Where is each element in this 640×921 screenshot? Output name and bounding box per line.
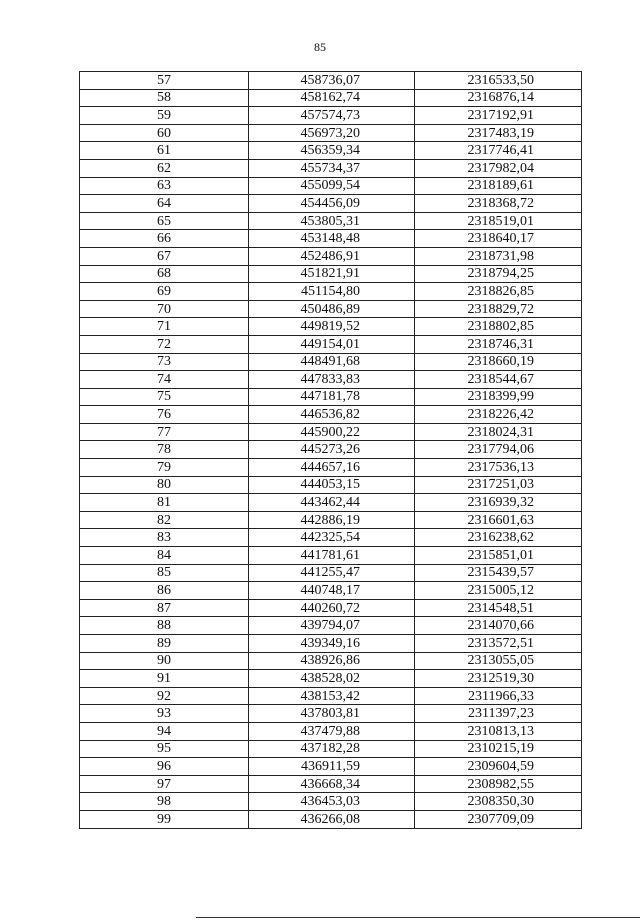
x-coordinate-cell: 438153,42 [249, 687, 415, 705]
point-number-cell: 67 [80, 247, 249, 265]
point-number-cell: 57 [80, 72, 249, 90]
point-number-cell: 87 [80, 599, 249, 617]
table-row [80, 353, 582, 371]
x-coordinate-cell: 447833,83 [249, 371, 415, 389]
x-coordinate-cell: 437803,81 [249, 705, 415, 723]
x-coordinate-cell: 436266,08 [249, 810, 415, 828]
point-number-cell: 90 [80, 652, 249, 670]
y-coordinate-cell: 2313055,05 [415, 652, 582, 670]
table-row [80, 793, 582, 811]
point-number-cell: 91 [80, 670, 249, 688]
point-number-cell: 88 [80, 617, 249, 635]
point-number-cell: 69 [80, 283, 249, 301]
y-coordinate-cell: 2318189,61 [415, 177, 582, 195]
x-coordinate-cell: 444053,15 [249, 476, 415, 494]
y-coordinate-cell: 2317483,19 [415, 124, 582, 142]
point-number-cell: 89 [80, 635, 249, 653]
page-number: 85 [314, 40, 326, 54]
table-row [80, 159, 582, 177]
table-body [80, 72, 582, 829]
y-coordinate-cell: 2311397,23 [415, 705, 582, 723]
x-coordinate-cell: 445900,22 [249, 423, 415, 441]
x-coordinate-cell: 455099,54 [249, 177, 415, 195]
table-row [80, 775, 582, 793]
point-number-cell: 62 [80, 159, 249, 177]
table-row [80, 652, 582, 670]
table-row [80, 124, 582, 142]
table-row [80, 459, 582, 477]
table-row [80, 582, 582, 600]
y-coordinate-cell: 2318660,19 [415, 353, 582, 371]
table-row [80, 494, 582, 512]
x-coordinate-cell: 438926,86 [249, 652, 415, 670]
table-row [80, 810, 582, 828]
x-coordinate-cell: 453148,48 [249, 230, 415, 248]
x-coordinate-cell: 454456,09 [249, 195, 415, 213]
x-coordinate-cell: 455734,37 [249, 159, 415, 177]
x-coordinate-cell: 439794,07 [249, 617, 415, 635]
point-number-cell: 70 [80, 300, 249, 318]
point-number-cell: 85 [80, 564, 249, 582]
x-coordinate-cell: 456973,20 [249, 124, 415, 142]
y-coordinate-cell: 2318746,31 [415, 335, 582, 353]
point-number-cell: 92 [80, 687, 249, 705]
y-coordinate-cell: 2318226,42 [415, 406, 582, 424]
point-number-cell: 68 [80, 265, 249, 283]
x-coordinate-cell: 449154,01 [249, 335, 415, 353]
table-row [80, 247, 582, 265]
x-coordinate-cell: 450486,89 [249, 300, 415, 318]
y-coordinate-cell: 2318024,31 [415, 423, 582, 441]
y-coordinate-cell: 2314548,51 [415, 599, 582, 617]
point-number-cell: 60 [80, 124, 249, 142]
x-coordinate-cell: 442886,19 [249, 511, 415, 529]
point-number-cell: 64 [80, 195, 249, 213]
y-coordinate-cell: 2318802,85 [415, 318, 582, 336]
x-coordinate-cell: 436911,59 [249, 758, 415, 776]
point-number-cell: 98 [80, 793, 249, 811]
coordinates-table [79, 71, 582, 829]
point-number-cell: 59 [80, 107, 249, 125]
table-row [80, 670, 582, 688]
x-coordinate-cell: 456359,34 [249, 142, 415, 160]
y-coordinate-cell: 2317192,91 [415, 107, 582, 125]
scan-edge-line [196, 917, 640, 918]
table-row [80, 635, 582, 653]
x-coordinate-cell: 458736,07 [249, 72, 415, 90]
point-number-cell: 65 [80, 212, 249, 230]
table-row [80, 423, 582, 441]
point-number-cell: 97 [80, 775, 249, 793]
y-coordinate-cell: 2310215,19 [415, 740, 582, 758]
table-row [80, 230, 582, 248]
x-coordinate-cell: 452486,91 [249, 247, 415, 265]
x-coordinate-cell: 439349,16 [249, 635, 415, 653]
x-coordinate-cell: 442325,54 [249, 529, 415, 547]
x-coordinate-cell: 443462,44 [249, 494, 415, 512]
x-coordinate-cell: 436668,34 [249, 775, 415, 793]
table-row [80, 476, 582, 494]
y-coordinate-cell: 2316533,50 [415, 72, 582, 90]
point-number-cell: 95 [80, 740, 249, 758]
table-row [80, 177, 582, 195]
y-coordinate-cell: 2317536,13 [415, 459, 582, 477]
table-row [80, 142, 582, 160]
x-coordinate-cell: 451821,91 [249, 265, 415, 283]
x-coordinate-cell: 449819,52 [249, 318, 415, 336]
table-row [80, 406, 582, 424]
y-coordinate-cell: 2316601,63 [415, 511, 582, 529]
x-coordinate-cell: 444657,16 [249, 459, 415, 477]
table-row [80, 89, 582, 107]
point-number-cell: 76 [80, 406, 249, 424]
x-coordinate-cell: 438528,02 [249, 670, 415, 688]
point-number-cell: 78 [80, 441, 249, 459]
y-coordinate-cell: 2316939,32 [415, 494, 582, 512]
y-coordinate-cell: 2308350,30 [415, 793, 582, 811]
point-number-cell: 86 [80, 582, 249, 600]
x-coordinate-cell: 441781,61 [249, 547, 415, 565]
y-coordinate-cell: 2317746,41 [415, 142, 582, 160]
y-coordinate-cell: 2311966,33 [415, 687, 582, 705]
y-coordinate-cell: 2318544,67 [415, 371, 582, 389]
table-row [80, 107, 582, 125]
x-coordinate-cell: 445273,26 [249, 441, 415, 459]
point-number-cell: 99 [80, 810, 249, 828]
point-number-cell: 73 [80, 353, 249, 371]
y-coordinate-cell: 2307709,09 [415, 810, 582, 828]
point-number-cell: 72 [80, 335, 249, 353]
x-coordinate-cell: 453805,31 [249, 212, 415, 230]
point-number-cell: 74 [80, 371, 249, 389]
x-coordinate-cell: 440260,72 [249, 599, 415, 617]
x-coordinate-cell: 440748,17 [249, 582, 415, 600]
point-number-cell: 84 [80, 547, 249, 565]
y-coordinate-cell: 2313572,51 [415, 635, 582, 653]
table-row [80, 564, 582, 582]
y-coordinate-cell: 2308982,55 [415, 775, 582, 793]
point-number-cell: 94 [80, 722, 249, 740]
table-row [80, 740, 582, 758]
x-coordinate-cell: 458162,74 [249, 89, 415, 107]
y-coordinate-cell: 2316238,62 [415, 529, 582, 547]
y-coordinate-cell: 2315005,12 [415, 582, 582, 600]
x-coordinate-cell: 437479,88 [249, 722, 415, 740]
point-number-cell: 93 [80, 705, 249, 723]
table-row [80, 511, 582, 529]
x-coordinate-cell: 441255,47 [249, 564, 415, 582]
table-row [80, 617, 582, 635]
point-number-cell: 81 [80, 494, 249, 512]
point-number-cell: 66 [80, 230, 249, 248]
y-coordinate-cell: 2318368,72 [415, 195, 582, 213]
table-row [80, 687, 582, 705]
table-row [80, 283, 582, 301]
x-coordinate-cell: 457574,73 [249, 107, 415, 125]
y-coordinate-cell: 2309604,59 [415, 758, 582, 776]
y-coordinate-cell: 2318399,99 [415, 388, 582, 406]
point-number-cell: 75 [80, 388, 249, 406]
x-coordinate-cell: 437182,28 [249, 740, 415, 758]
point-number-cell: 61 [80, 142, 249, 160]
x-coordinate-cell: 436453,03 [249, 793, 415, 811]
y-coordinate-cell: 2316876,14 [415, 89, 582, 107]
y-coordinate-cell: 2315439,57 [415, 564, 582, 582]
y-coordinate-cell: 2318829,72 [415, 300, 582, 318]
y-coordinate-cell: 2315851,01 [415, 547, 582, 565]
table-row [80, 195, 582, 213]
table-row [80, 758, 582, 776]
y-coordinate-cell: 2318519,01 [415, 212, 582, 230]
point-number-cell: 80 [80, 476, 249, 494]
point-number-cell: 83 [80, 529, 249, 547]
table-row [80, 388, 582, 406]
y-coordinate-cell: 2312519,30 [415, 670, 582, 688]
table-row [80, 300, 582, 318]
point-number-cell: 77 [80, 423, 249, 441]
table-row [80, 72, 582, 90]
y-coordinate-cell: 2318794,25 [415, 265, 582, 283]
table-row [80, 705, 582, 723]
point-number-cell: 71 [80, 318, 249, 336]
table-row [80, 547, 582, 565]
table-row [80, 599, 582, 617]
table-row [80, 441, 582, 459]
x-coordinate-cell: 451154,80 [249, 283, 415, 301]
table-row [80, 265, 582, 283]
table-row [80, 371, 582, 389]
y-coordinate-cell: 2317982,04 [415, 159, 582, 177]
table-row [80, 212, 582, 230]
point-number-cell: 58 [80, 89, 249, 107]
table-row [80, 529, 582, 547]
point-number-cell: 96 [80, 758, 249, 776]
y-coordinate-cell: 2318640,17 [415, 230, 582, 248]
table-row [80, 722, 582, 740]
y-coordinate-cell: 2317794,06 [415, 441, 582, 459]
y-coordinate-cell: 2318731,98 [415, 247, 582, 265]
point-number-cell: 79 [80, 459, 249, 477]
point-number-cell: 63 [80, 177, 249, 195]
x-coordinate-cell: 446536,82 [249, 406, 415, 424]
x-coordinate-cell: 447181,78 [249, 388, 415, 406]
y-coordinate-cell: 2317251,03 [415, 476, 582, 494]
table-row [80, 318, 582, 336]
y-coordinate-cell: 2318826,85 [415, 283, 582, 301]
y-coordinate-cell: 2310813,13 [415, 722, 582, 740]
y-coordinate-cell: 2314070,66 [415, 617, 582, 635]
table-row [80, 335, 582, 353]
x-coordinate-cell: 448491,68 [249, 353, 415, 371]
point-number-cell: 82 [80, 511, 249, 529]
